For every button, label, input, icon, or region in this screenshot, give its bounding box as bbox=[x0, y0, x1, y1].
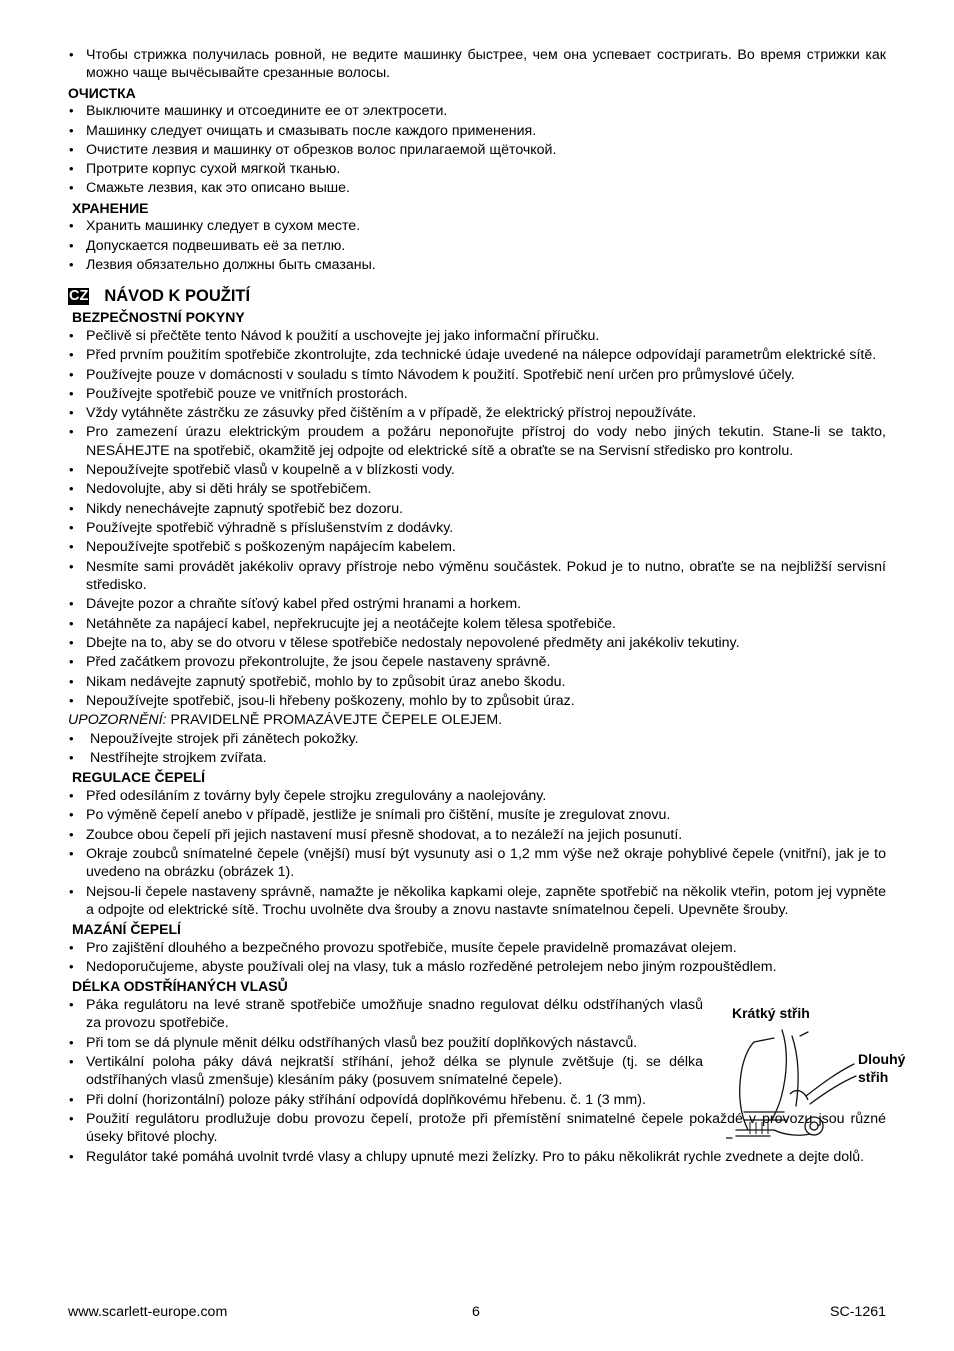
list-item: • Dbejte na to, aby se do otvoru v tělese spotřebiče nedostaly nepovolené předměty ani jakékoliv tekutiny. bbox=[68, 634, 886, 652]
list-item: • Vertikální poloha páky dává nejkratší stříhání, jehož délka se plynule zvětšuje (tj. se délka odstříhaných vlasů zmenšuje) klesáním páky (posuvem snímatelné čepele). bbox=[68, 1053, 703, 1090]
figure-label-long-cut-line1: Dlouhý bbox=[858, 1050, 906, 1067]
cz-blade-adjust-heading: REGULACE ČEPELÍ bbox=[72, 769, 206, 786]
ru-cleaning-list bbox=[68, 102, 886, 198]
list-item: • Хранить машинку следует в сухом месте. bbox=[68, 217, 886, 235]
list-item: • Допускается подвешивать её за петлю. bbox=[68, 237, 886, 255]
cz-length-list-narrow bbox=[68, 996, 703, 1109]
ru-cleaning-heading: ОЧИСТКА bbox=[68, 84, 136, 101]
list-item: • Чтобы стрижка получилась ровной, не ведите машинку быстрее, чем она успевает состригать. Во время стрижки как можно чаще вычёсывайте срезанные волосы. bbox=[68, 46, 886, 83]
list-item: • Nesmíte sami provádět jakékoliv opravy přístroje nebo výměnu součástek. Pokud je to nutno, obraťte se na nejbližší servisní středisko. bbox=[68, 558, 886, 595]
language-badge-cz: CZ bbox=[69, 287, 89, 304]
list-item: • Очистите лезвия и машинку от обрезков волос прилагаемой щёточкой. bbox=[68, 141, 886, 159]
cz-safety-heading: BEZPEČNOSTNÍ POKYNY bbox=[72, 309, 245, 326]
list-item: • Nepoužívejte spotřebič vlasů v koupelně a v blízkosti vody. bbox=[68, 461, 886, 479]
cz-length-block bbox=[68, 996, 906, 1109]
list-item: • Протрите корпус сухой мягкой тканью. bbox=[68, 160, 886, 178]
cz-lubrication-list bbox=[68, 939, 886, 977]
list-item: • Nepoužívejte spotřebič s poškozeným napájecím kabelem. bbox=[68, 538, 886, 556]
footer-model: SC-1261 bbox=[830, 1304, 886, 1320]
warning-label: UPOZORNĚNÍ: bbox=[68, 712, 167, 729]
list-item: • Nikdy nenechávejte zapnutý spotřebič bez dozoru. bbox=[68, 500, 886, 518]
list-item: • Netáhněte za napájecí kabel, nepřekrucujte jej a neotáčejte kolem tělesa spotřebiče. bbox=[68, 615, 886, 633]
figure-label-short-cut: Krátký střih bbox=[732, 1004, 810, 1021]
footer-website: www.scarlett-europe.com bbox=[68, 1304, 228, 1320]
list-item: • Смажьте лезвия, как это описано выше. bbox=[68, 179, 886, 197]
cz-warning-note bbox=[68, 711, 886, 730]
list-item: • Nejsou-li čepele nastaveny správně, namažte je několika kapkami oleje, zapněte spotřebič na několik vteřin, potom jej vypněte a odpojte od elektrické sítě. Trochu uvolněte dva šrouby a znovu nastavte snímatelnou čepeli. Upevněte šrouby. bbox=[68, 883, 886, 920]
list-item: • Po výměně čepelí anebo v případě, jestliže je snímali pro čištění, musíte je zregulovat znovu. bbox=[68, 806, 886, 824]
ru-top-list bbox=[68, 46, 886, 83]
list-item: • Před prvním použitím spotřebiče zkontrolujte, zda technické údaje uvedené na nálepce odpovídají parametrům elektrické sítě. bbox=[68, 346, 886, 364]
list-item: • Nikam nedávejte zapnutý spotřebič, mohlo by to způsobit úraz anebo škodu. bbox=[68, 673, 886, 691]
cz-length-heading: DÉLKA ODSTŘÍHANÝCH VLASŮ bbox=[72, 978, 288, 995]
list-item: • Nestříhejte strojkem zvířata. bbox=[68, 749, 886, 767]
list-item: • Nepoužívejte spotřebič, jsou-li hřebeny poškozeny, mohlo by to způsobit úraz. bbox=[68, 692, 886, 710]
cz-lubrication-heading: MAZÁNÍ ČEPELÍ bbox=[72, 921, 181, 938]
list-item: • Před začátkem provozu překontrolujte, že jsou čepele nastaveny správně. bbox=[68, 653, 886, 671]
list-item: • Regulátor také pomáhá uvolnit tvrdé vlasy a chlupy upnuté mezi želízky. Pro to páku několikrát rychle zvednete a dejte dolů. bbox=[68, 1148, 886, 1166]
list-item: • Páka regulátoru na levé straně spotřebiče umožňuje snadno regulovat délku odstříhaných vlasů za provozu spotřebiče. bbox=[68, 996, 703, 1033]
list-item: • Nedoporučujeme, abyste používali olej na vlasy, tuk a máslo rozředěné petrolejem nebo jiným rozpouštědlem. bbox=[68, 958, 886, 976]
list-item: • Nedovolujte, aby si děti hrály se spotřebičem. bbox=[68, 480, 886, 498]
list-item: • Dávejte pozor a chraňte síťový kabel před ostrými hranami a horkem. bbox=[68, 595, 886, 613]
list-item: • Používejte spotřebič pouze ve vnitřních prostorách. bbox=[68, 385, 886, 403]
list-item: • Používejte spotřebič výhradně s příslušenstvím z dodávky. bbox=[68, 519, 886, 537]
list-item: • Лезвия обязательно должны быть смазаны. bbox=[68, 256, 886, 274]
list-item: • Vždy vytáhněte zástrčku ze zásuvky před čištěním a v případě, že elektrický přístroj nepoužíváte. bbox=[68, 404, 886, 422]
list-item: • Pro zamezení úrazu elektrickým proudem a požáru neponořujte přístroj do vody nebo jiných tekutin. Stane-li se takto, NESÁHEJTE na spotřebič, okamžitě jej odpojte od elektrické sítě a obraťte se na Servisní středisko pro kontrolu. bbox=[68, 423, 886, 460]
cz-safety-list bbox=[68, 327, 886, 710]
cz-length-list-wide bbox=[68, 1110, 886, 1166]
list-item: • Při dolní (horizontální) poloze páky stříhání odpovídá doplňkovému hřebenu. č. 1 (3 mm). bbox=[68, 1091, 703, 1109]
cz-blade-adjust-list bbox=[68, 787, 886, 919]
ru-storage-list bbox=[68, 217, 886, 274]
warning-text: PRAVIDELNĚ PROMAZÁVEJTE ČEPELE OLEJEM. bbox=[166, 712, 503, 729]
list-item: • Nepoužívejte strojek při zánětech pokožky. bbox=[68, 730, 886, 748]
ru-storage-heading: ХРАНЕНИЕ bbox=[72, 199, 149, 216]
list-item: • Pro zajištění dlouhého a bezpečného provozu spotřebiče, musíte čepele pravidelně promazávat olejem. bbox=[68, 939, 886, 957]
list-item: • Používejte pouze v domácnosti v souladu s tímto Návodem k použití. Spotřebič není určen pro průmyslové účely. bbox=[68, 366, 886, 384]
cz-title: NÁVOD K POUŽITÍ bbox=[104, 286, 251, 305]
list-item: • Машинку следует очищать и смазывать после каждого применения. bbox=[68, 122, 886, 140]
list-item: • Выключите машинку и отсоедините ее от электросети. bbox=[68, 102, 886, 120]
footer-page-number: 6 bbox=[472, 1304, 480, 1320]
list-item: • Zoubce obou čepelí při jejich nastavení musí přesně shodovat, a to nezáleží na jejich posunutí. bbox=[68, 826, 886, 844]
cz-warning-list bbox=[68, 730, 886, 768]
document-page bbox=[68, 46, 906, 1167]
list-item: • Okraje zoubců snímatelné čepele (vnější) musí být vysunuty asi o 1,2 mm výše než okraje pohyblivé čepele (vnitřní), jak je to uvedeno na obrázku (obrázek 1). bbox=[68, 845, 886, 882]
list-item: • Před odesíláním z továrny byly čepele strojku zregulovány a naolejovány. bbox=[68, 787, 886, 805]
list-item: • Při tom se dá plynule měnit délku odstříhaných vlasů bez použití doplňkových nástavců. bbox=[68, 1034, 703, 1052]
figure-label-long-cut-line2: střih bbox=[858, 1068, 889, 1085]
list-item: • Pečlivě si přečtěte tento Návod k použití a uschovejte jej jako informační příručku. bbox=[68, 327, 886, 345]
cz-section-title bbox=[68, 284, 886, 308]
list-item: • Použití regulátoru prodlužuje dobu provozu čepelí, protože při přemístění snimatelné čepele pokaždé v provozu jsou různé úseky břitové plochy. bbox=[68, 1110, 886, 1147]
